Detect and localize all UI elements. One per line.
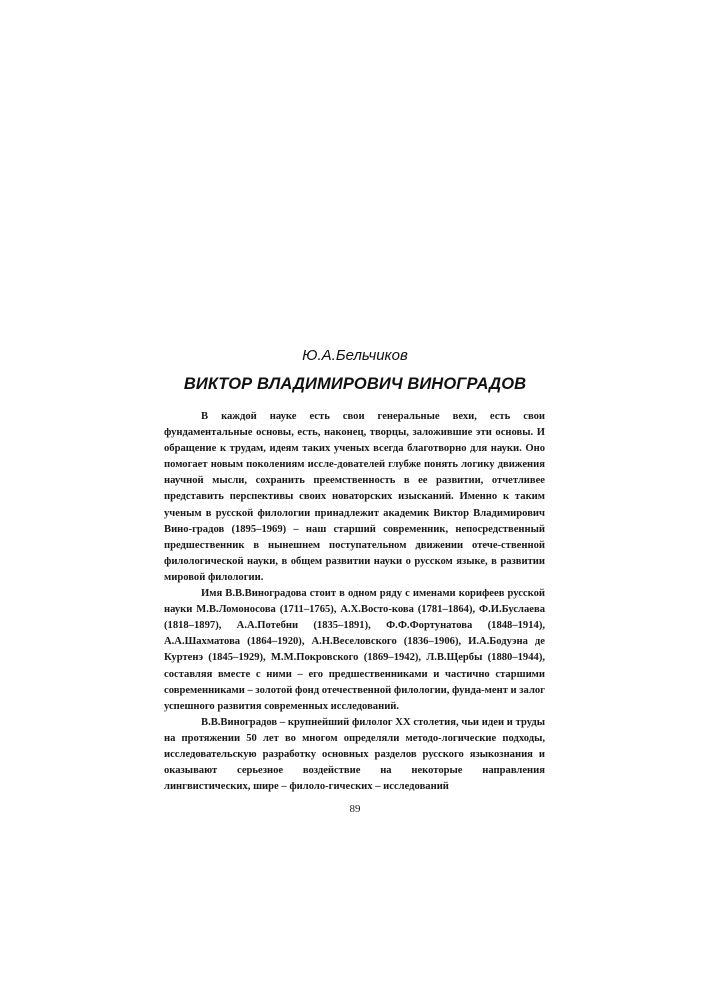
body-paragraph: Имя В.В.Виноградова стоит в одном ряду с именами корифеев русской науки М.В.Ломоносова (1711–1765), А.Х.Восто-кова (1781–1864), Ф.И.Буслаева (1818–1897), А.А.Потебни (1835–1891), Ф.Ф.Фортунатова (1848–1914), А.А.Шахматова (1864–1920), А.Н.Веселовского (1836–1906), И.А.Бодуэна де Куртенэ (1845–1929), М.М.Покровского (1869–1942), Л.В.Щербы (1880–1944), составляя вместе с ними – его предшественниками и частично старшими современниками – золотой фонд отечественной филологии, фунда-мент и залог успешного развития современных исследований. — [164, 588, 545, 712]
article-title: ВИКТОР ВЛАДИМИРОВИЧ ВИНОГРАДОВ — [183, 375, 527, 393]
article-body — [164, 409, 545, 795]
page-number: 89 — [349, 803, 361, 815]
body-paragraph: В.В.Виноградов – крупнейший филолог XX столетия, чьи идеи и труды на протяжении 50 лет во многом определяли методо-логические подходы, исследовательскую разработку основных разделов русского языкознания и оказывают серьезное воздействие на некоторые направления лингвистических, шире – филоло-гических – исследований — [164, 716, 545, 793]
body-paragraph: В каждой науке есть свои генеральные вехи, есть свои фундаментальные основы, есть, наконец, творцы, заложившие эти основы. И обращение к трудам, идеям таких ученых всегда благотворно для науки. Оно помогает новым поколениям иссле-дователей глубже понять логику движения научной мысли, сохранить преемственность в ее развитии, отчетливее представить перспективы своих новаторских изысканий. Именно к таким ученым в русской филологии принадлежит академик Виктор Владимирович Вино-градов (1895–1969) – наш старший современник, непосредственный предшественник в нынешнем поступательном движении отече-ственной филологической науки, в общем развитии науки о русском языке, в развитии мировой филологии. — [164, 411, 545, 583]
author-name: Ю.А.Бельчиков — [302, 347, 408, 364]
